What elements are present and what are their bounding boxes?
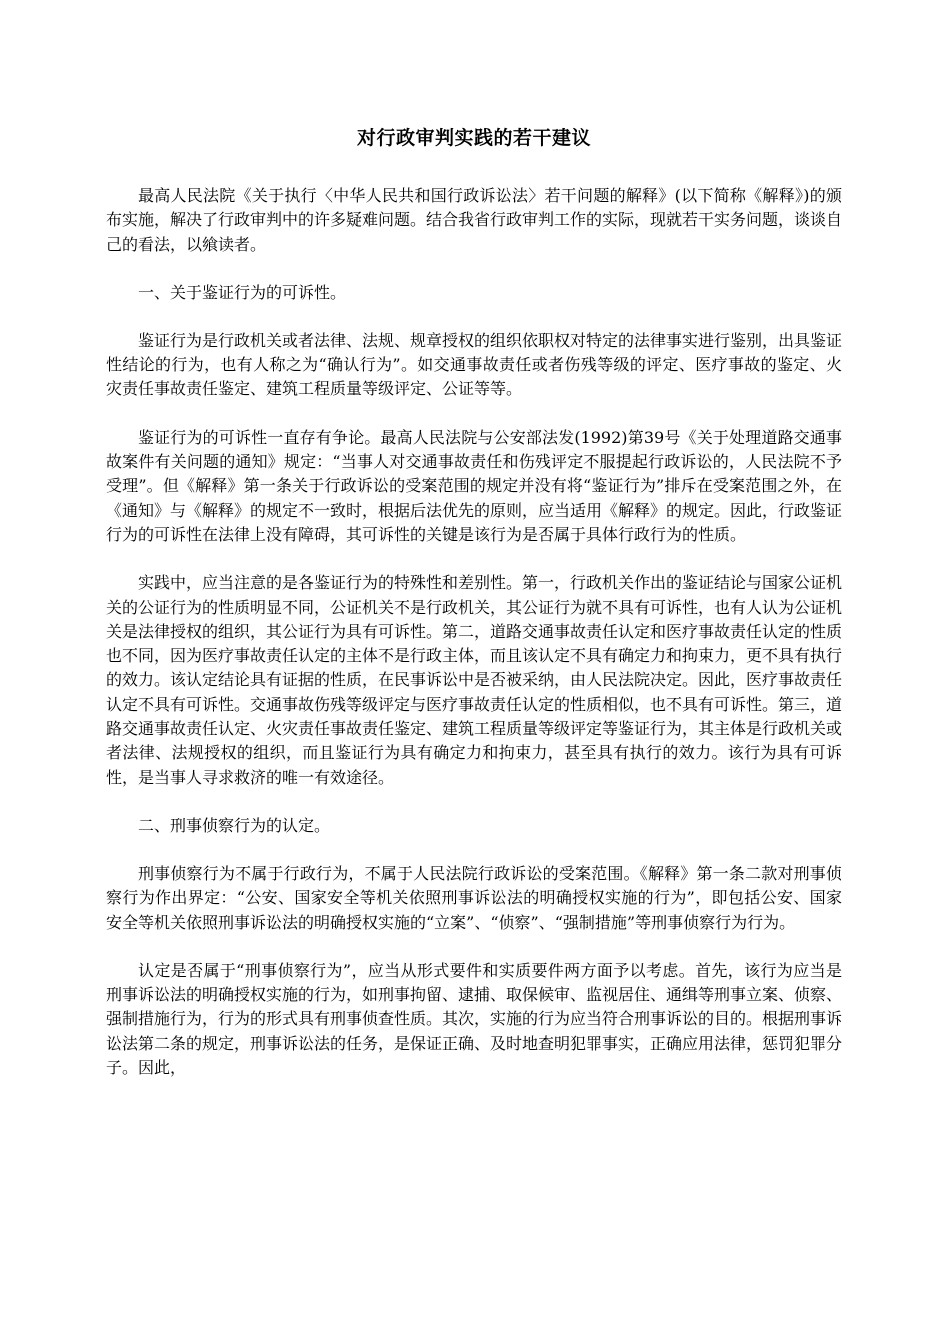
document-title: 对行政审判实践的若干建议	[356, 127, 591, 149]
intro-paragraph: 最高人民法院《关于执行〈中华人民共和国行政诉讼法〉若干问题的解释》(以下简称《解释》)的颁布实施，解决了行政审判中的许多疑难问题。结合我省行政审判工作的实际，现就若干实务问题，谈谈自己的看法，以飨读者。	[106, 186, 843, 254]
body-paragraph: 认定是否属于“刑事侦察行为”，应当从形式要件和实质要件两方面予以考虑。首先，该行为应当是刑事诉讼法的明确授权实施的行为，如刑事拘留、逮捕、取保候审、监视居住、通缉等刑事立案、侦察、强制措施行为，行为的形式具有刑事侦查性质。其次，实施的行为应当符合刑事诉讼的目的。根据刑事诉讼法第二条的规定，刑事诉讼法的任务，是保证正确、及时地查明犯罪事实，正确应用法律，惩罚犯罪分子。因此，	[106, 960, 843, 1078]
body-paragraph: 鉴证行为的可诉性一直存有争论。最高人民法院与公安部法发(1992)第39号《关于处理道路交通事故案件有关问题的通知》规定：“当事人对交通事故责任和伤残评定不服提起行政诉讼的，人民法院不予受理”。但《解释》第一条关于行政诉讼的受案范围的规定并没有将“鉴证行为”排斥在受案范围之外，在《通知》与《解释》的规定不一致时，根据后法优先的原则，应当适用《解释》的规定。因此，行政鉴证行为的可诉性在法律上没有障碍，其可诉性的关键是该行为是否属于具体行政行为的性质。	[106, 427, 843, 544]
body-paragraph: 刑事侦察行为不属于行政行为，不属于人民法院行政诉讼的受案范围。《解释》第一条二款对刑事侦察行为作出界定：“公安、国家安全等机关依照刑事诉讼法的明确授权实施的行为”，即包括公安、国家安全等机关依照刑事诉讼法的明确授权实施的“立案”、“侦察”、“强制措施”等刑事侦察行为行为。	[106, 863, 842, 932]
document-page	[106, 124, 842, 1104]
body-paragraph: 鉴证行为是行政机关或者法律、法规、规章授权的组织依职权对特定的法律事实进行鉴别，出具鉴证性结论的行为，也有人称之为“确认行为”。如交通事故责任或者伤残等级的评定、医疗事故的鉴定、火灾责任事故责任鉴定、建筑工程质量等级评定、公证等等。	[106, 330, 843, 399]
body-paragraph: 实践中，应当注意的是各鉴证行为的特殊性和差别性。第一，行政机关作出的鉴证结论与国家公证机关的公证行为的性质明显不同，公证机关不是行政机关，其公证行为就不具有可诉性，也有人认为公证机关是法律授权的组织，其公证行为具有可诉性。第二，道路交通事故责任认定和医疗事故责任认定的性质也不同，因为医疗事故责任认定的主体不是行政主体，而且该认定不具有确定力和拘束力，更不具有执行的效力。该认定结论具有证据的性质，在民事诉讼中是否被采纳，由人民法院决定。因此，医疗事故责任认定不具有可诉性。交通事故伤残等级评定与医疗事故责任认定的性质相似，也不具有可诉性。第三，道路交通事故责任认定、火灾责任事故责任鉴定、建筑工程质量等级评定等鉴证行为，其主体是行政机关或者法律、法规授权的组织，而且鉴证行为具有确定力和拘束力，甚至具有执行的效力。该行为具有可诉性，是当事人寻求救济的唯一有效途径。	[106, 573, 843, 787]
section-heading-1: 一、关于鉴证行为的可诉性。	[138, 282, 347, 302]
section-heading-2: 二、刑事侦察行为的认定。	[138, 815, 331, 835]
